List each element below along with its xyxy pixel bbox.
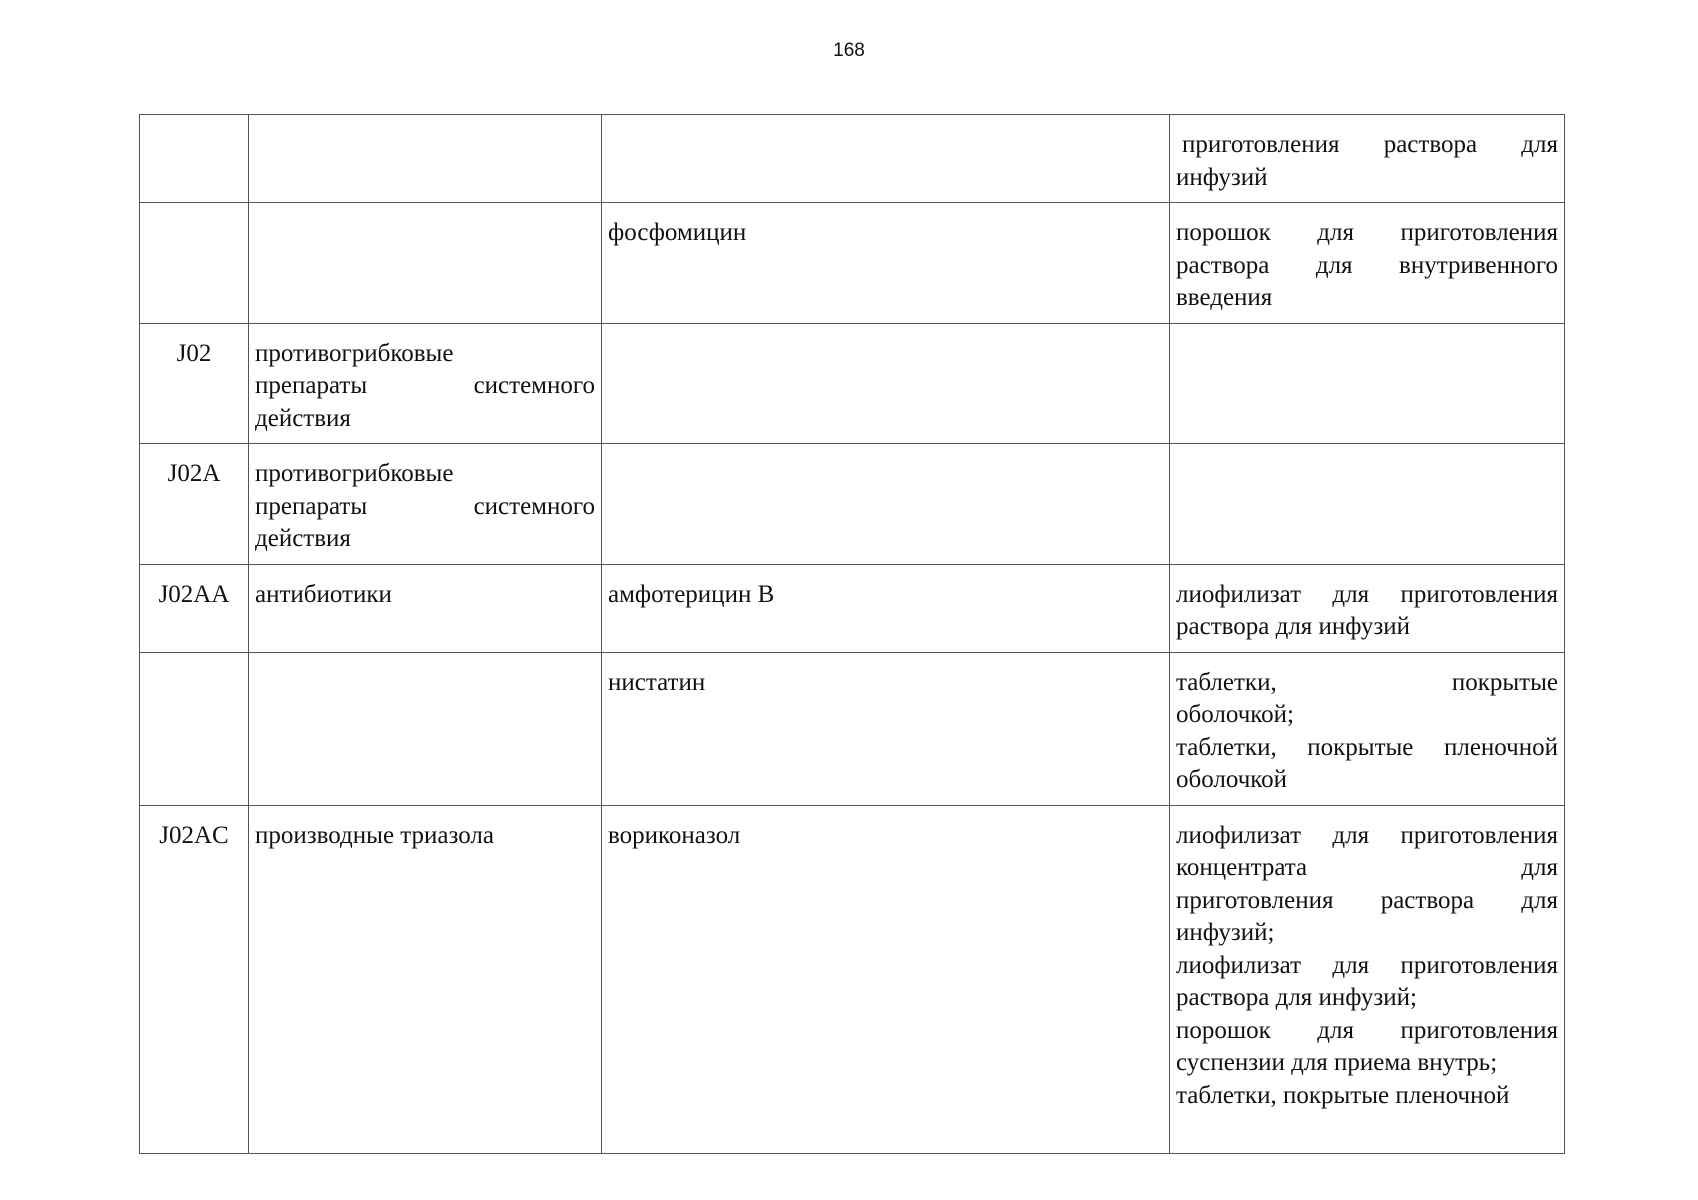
substance-cell: амфотерицин В bbox=[602, 564, 1170, 652]
dosage-form-cell bbox=[1170, 652, 1565, 805]
table-row bbox=[140, 203, 1565, 324]
group-line: препараты системного bbox=[255, 492, 595, 520]
group-cell bbox=[249, 203, 602, 324]
substance-cell: вориконазол bbox=[602, 805, 1170, 1153]
atc-code-cell bbox=[140, 203, 249, 324]
dosage-form-line: суспензии для приема внутрь; bbox=[1176, 1049, 1498, 1076]
dosage-form-cell bbox=[1170, 115, 1565, 203]
substance-cell bbox=[602, 115, 1170, 203]
atc-code-cell: J02AA bbox=[140, 564, 249, 652]
table-row bbox=[140, 652, 1565, 805]
dosage-form-line: инфузий; bbox=[1176, 919, 1275, 946]
dosage-form-line: раствора для внутривенного bbox=[1176, 251, 1558, 279]
medicines-table bbox=[139, 114, 1565, 1154]
group-line: действия bbox=[255, 525, 351, 552]
page-number: 168 bbox=[833, 40, 865, 61]
dosage-form-line: концентрата для bbox=[1176, 854, 1558, 881]
dosage-form-line: таблетки, покрытые пленочной bbox=[1176, 1081, 1510, 1109]
dosage-form-cell bbox=[1170, 323, 1565, 444]
table-row bbox=[140, 323, 1565, 444]
dosage-form-cell bbox=[1170, 444, 1565, 565]
group-cell bbox=[249, 564, 602, 652]
dosage-form-line: лиофилизат для приготовления bbox=[1176, 821, 1558, 849]
dosage-form-line: оболочкой; bbox=[1176, 701, 1294, 728]
dosage-form-line: раствора для инфузий bbox=[1176, 613, 1411, 640]
table-row bbox=[140, 564, 1565, 652]
substance-cell bbox=[602, 323, 1170, 444]
atc-code-cell bbox=[140, 652, 249, 805]
substance-cell bbox=[602, 444, 1170, 565]
group-cell bbox=[249, 115, 602, 203]
group-line: препараты системного bbox=[255, 372, 595, 399]
dosage-form-line: лиофилизат для приготовления bbox=[1176, 580, 1558, 608]
group-cell bbox=[249, 805, 602, 1153]
dosage-form-cell bbox=[1170, 564, 1565, 652]
atc-code-cell bbox=[140, 115, 249, 203]
group-line: производные триазола bbox=[255, 821, 494, 849]
group-line: антибиотики bbox=[255, 580, 392, 608]
group-line: противогрибковые bbox=[255, 339, 454, 367]
dosage-form-line: порошок для приготовления bbox=[1176, 1016, 1558, 1044]
dosage-form-line: приготовления раствора для bbox=[1182, 131, 1558, 158]
group-cell bbox=[249, 323, 602, 444]
substance-cell: фосфомицин bbox=[602, 203, 1170, 324]
group-cell bbox=[249, 444, 602, 565]
dosage-form-line: оболочкой bbox=[1176, 766, 1288, 793]
dosage-form-line: таблетки, покрытые bbox=[1176, 668, 1558, 696]
table-row bbox=[140, 444, 1565, 565]
dosage-form-line: введения bbox=[1176, 284, 1273, 311]
atc-code-cell: J02AC bbox=[140, 805, 249, 1153]
table-row bbox=[140, 805, 1565, 1153]
group-line: противогрибковые bbox=[255, 460, 454, 487]
dosage-form-line: лиофилизат для приготовления bbox=[1176, 951, 1558, 979]
group-line: действия bbox=[255, 404, 351, 432]
dosage-form-cell bbox=[1170, 203, 1565, 324]
atc-code-cell: J02 bbox=[140, 323, 249, 444]
dosage-form-line: раствора для инфузий; bbox=[1176, 984, 1417, 1011]
dosage-form-cell bbox=[1170, 805, 1565, 1153]
dosage-form-line: инфузий bbox=[1176, 163, 1268, 191]
atc-code-cell: J02A bbox=[140, 444, 249, 565]
substance-cell: нистатин bbox=[602, 652, 1170, 805]
table-row bbox=[140, 115, 1565, 203]
dosage-form-line: таблетки, покрытые пленочной bbox=[1176, 733, 1558, 761]
dosage-form-line: порошок для приготовления bbox=[1176, 219, 1558, 246]
dosage-form-line: приготовления раствора для bbox=[1176, 886, 1558, 914]
group-cell bbox=[249, 652, 602, 805]
